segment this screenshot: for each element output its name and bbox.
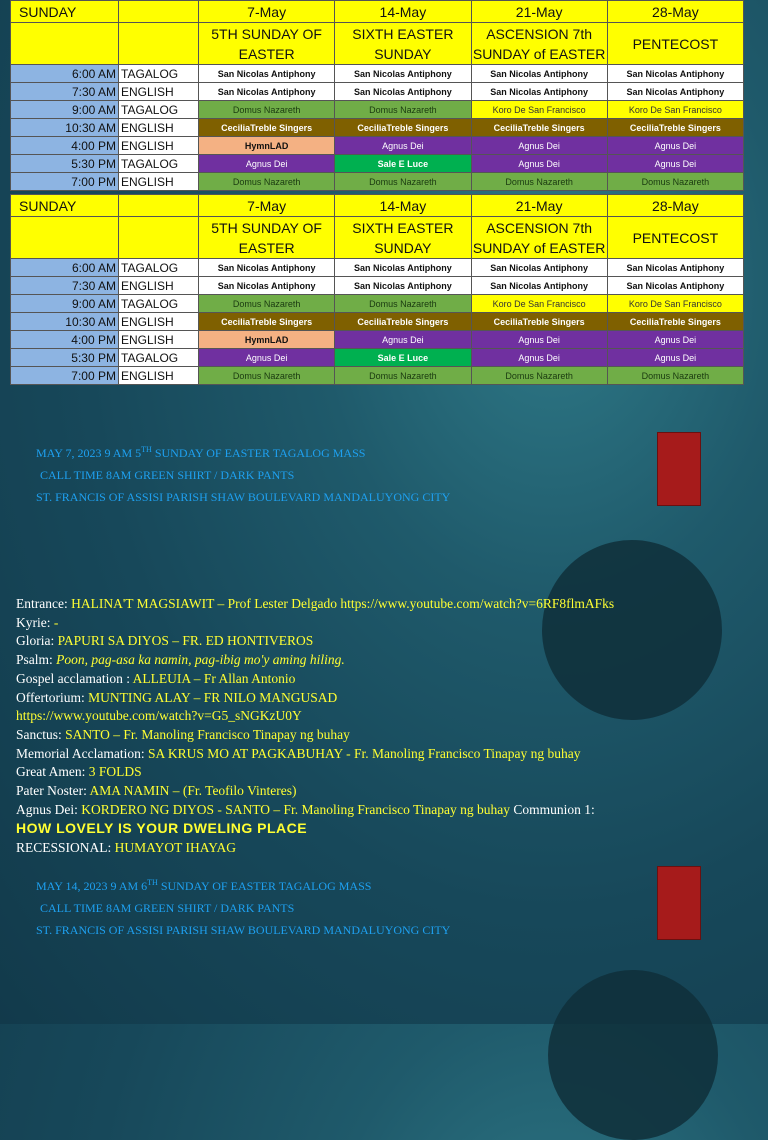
choir-cell: Domus Nazareth <box>335 295 471 313</box>
agnus-line: Agnus Dei: KORDERO NG DIYOS - SANTO – Fr. Manoling Francisco Tinapay ng buhay Communion 1: <box>16 801 595 817</box>
choir-cell: Domus Nazareth <box>335 173 471 191</box>
mass-time: 7:30 AM <box>11 83 119 101</box>
announcement-date-line: MAY 14, 2023 9 AM 6TH SUNDAY OF EASTER TAGALOG MASS <box>36 878 372 893</box>
mass-language: ENGLISH <box>119 367 199 385</box>
choir-cell: Agnus Dei <box>471 137 607 155</box>
mass-language: TAGALOG <box>119 155 199 173</box>
table-row <box>11 119 744 137</box>
day-label: SUNDAY <box>11 1 119 23</box>
kyrie-line: Kyrie: - <box>16 614 59 630</box>
occasion-label: SIXTH EASTER SUNDAY <box>335 23 471 65</box>
choir-cell: CeciliaTreble Singers <box>471 313 607 331</box>
occasion-label: 5TH SUNDAY OF EASTER <box>199 217 335 259</box>
pater-line: Pater Noster: AMA NAMIN – (Fr. Teofilo Vinteres) <box>16 783 297 799</box>
day-label: SUNDAY <box>11 195 119 217</box>
mass-time: 6:00 AM <box>11 65 119 83</box>
mass-language: ENGLISH <box>119 313 199 331</box>
mass-language: TAGALOG <box>119 65 199 83</box>
choir-cell: Koro De San Francisco <box>607 101 743 119</box>
table-row <box>11 313 744 331</box>
choir-cell: Domus Nazareth <box>335 367 471 385</box>
table-row <box>11 137 744 155</box>
mass-program <box>16 595 756 858</box>
memorial-line: Memorial Acclamation: SA KRUS MO AT PAGKABUHAY - Fr. Manoling Francisco Tinapay ng buhay <box>16 745 581 761</box>
choir-cell: San Nicolas Antiphony <box>471 65 607 83</box>
choir-cell: Sale E Luce <box>335 349 471 367</box>
mass-language: ENGLISH <box>119 331 199 349</box>
choir-cell: Domus Nazareth <box>471 367 607 385</box>
choir-cell: San Nicolas Antiphony <box>607 83 743 101</box>
announcement-venue: ST. FRANCIS OF ASSISI PARISH SHAW BOULEVARD MANDALUYONG CITY <box>36 490 451 504</box>
occasion-label: ASCENSION 7th SUNDAY of EASTER <box>471 217 607 259</box>
schedule-table <box>10 194 744 385</box>
choir-cell: Domus Nazareth <box>335 101 471 119</box>
date-header: 28-May <box>607 1 743 23</box>
mass-time: 6:00 AM <box>11 259 119 277</box>
choir-cell: Agnus Dei <box>607 349 743 367</box>
occasion-label: ASCENSION 7th SUNDAY of EASTER <box>471 23 607 65</box>
date-header: 14-May <box>335 195 471 217</box>
date-header: 21-May <box>471 1 607 23</box>
choir-cell: CeciliaTreble Singers <box>335 119 471 137</box>
table-header-row <box>11 1 744 23</box>
choir-cell: Agnus Dei <box>607 331 743 349</box>
occasion-row <box>11 217 744 259</box>
table-row <box>11 83 744 101</box>
mass-time: 10:30 AM <box>11 119 119 137</box>
choir-cell: Agnus Dei <box>607 137 743 155</box>
table-row <box>11 101 744 119</box>
table-row <box>11 65 744 83</box>
amen-line: Great Amen: 3 FOLDS <box>16 764 142 780</box>
mass-language: TAGALOG <box>119 295 199 313</box>
date-header: 7-May <box>199 195 335 217</box>
choir-cell: Koro De San Francisco <box>607 295 743 313</box>
red-accent-box <box>657 866 701 940</box>
mass-language: ENGLISH <box>119 277 199 295</box>
offertorium-line: Offertorium: MUNTING ALAY – FR NILO MANGUSAD <box>16 689 338 705</box>
choir-cell: San Nicolas Antiphony <box>199 277 335 295</box>
choir-cell: Domus Nazareth <box>199 295 335 313</box>
offertorium-link[interactable]: https://www.youtube.com/watch?v=G5_sNGKzU0Y <box>16 708 302 724</box>
choir-cell: Agnus Dei <box>335 331 471 349</box>
choir-cell: San Nicolas Antiphony <box>335 259 471 277</box>
announcement-calltime: CALL TIME 8AM GREEN SHIRT / DARK PANTS <box>40 468 295 482</box>
date-header: 21-May <box>471 195 607 217</box>
choir-cell: Domus Nazareth <box>199 101 335 119</box>
choir-cell: Domus Nazareth <box>199 367 335 385</box>
mass-language: ENGLISH <box>119 173 199 191</box>
mass-time: 5:30 PM <box>11 349 119 367</box>
choir-cell: Agnus Dei <box>607 155 743 173</box>
choir-cell: Sale E Luce <box>335 155 471 173</box>
mass-time: 9:00 AM <box>11 101 119 119</box>
table-row <box>11 349 744 367</box>
choir-cell: Domus Nazareth <box>607 367 743 385</box>
background-circle <box>548 970 718 1140</box>
choir-cell: HymnLAD <box>199 137 335 155</box>
mass-language: TAGALOG <box>119 349 199 367</box>
red-accent-box <box>657 432 701 506</box>
mass-time: 4:00 PM <box>11 137 119 155</box>
recessional-line: RECESSIONAL: HUMAYOT IHAYAG <box>16 840 237 856</box>
mass-language: TAGALOG <box>119 259 199 277</box>
mass-time: 7:00 PM <box>11 367 119 385</box>
choir-cell: Koro De San Francisco <box>471 101 607 119</box>
date-header: 7-May <box>199 1 335 23</box>
choir-cell: CeciliaTreble Singers <box>199 119 335 137</box>
mass-language: ENGLISH <box>119 137 199 155</box>
choir-cell: Agnus Dei <box>199 349 335 367</box>
table-row <box>11 367 744 385</box>
table-header-row <box>11 195 744 217</box>
table-row <box>11 277 744 295</box>
occasion-label: PENTECOST <box>607 23 743 65</box>
choir-cell: Koro De San Francisco <box>471 295 607 313</box>
occasion-label: PENTECOST <box>607 217 743 259</box>
choir-cell: CeciliaTreble Singers <box>607 313 743 331</box>
choir-cell: San Nicolas Antiphony <box>471 83 607 101</box>
mass-time: 4:00 PM <box>11 331 119 349</box>
mass-announcement <box>36 872 450 941</box>
choir-cell: HymnLAD <box>199 331 335 349</box>
choir-cell: San Nicolas Antiphony <box>471 277 607 295</box>
choir-cell: San Nicolas Antiphony <box>335 65 471 83</box>
choir-cell: Domus Nazareth <box>199 173 335 191</box>
gospel-line: Gospel acclamation : ALLEUIA – Fr Allan Antonio <box>16 670 296 686</box>
mass-time: 5:30 PM <box>11 155 119 173</box>
table-row <box>11 173 744 191</box>
gloria-line: Gloria: PAPURI SA DIYOS – FR. ED HONTIVEROS <box>16 633 314 649</box>
date-header: 28-May <box>607 195 743 217</box>
table-row <box>11 295 744 313</box>
choir-cell: Agnus Dei <box>471 331 607 349</box>
choir-cell: San Nicolas Antiphony <box>199 83 335 101</box>
choir-cell: San Nicolas Antiphony <box>335 277 471 295</box>
choir-cell: San Nicolas Antiphony <box>199 259 335 277</box>
choir-cell: San Nicolas Antiphony <box>335 83 471 101</box>
mass-language: TAGALOG <box>119 101 199 119</box>
announcement-venue: ST. FRANCIS OF ASSISI PARISH SHAW BOULEVARD MANDALUYONG CITY <box>36 923 451 937</box>
date-header: 14-May <box>335 1 471 23</box>
announcement-calltime: CALL TIME 8AM GREEN SHIRT / DARK PANTS <box>40 901 295 915</box>
choir-cell: Agnus Dei <box>199 155 335 173</box>
sanctus-line: Sanctus: SANTO – Fr. Manoling Francisco Tinapay ng buhay <box>16 726 350 742</box>
choir-cell: CeciliaTreble Singers <box>471 119 607 137</box>
mass-announcement <box>36 439 450 508</box>
occasion-label: 5TH SUNDAY OF EASTER <box>199 23 335 65</box>
mass-language: ENGLISH <box>119 119 199 137</box>
choir-cell: CeciliaTreble Singers <box>199 313 335 331</box>
choir-cell: San Nicolas Antiphony <box>607 65 743 83</box>
mass-time: 9:00 AM <box>11 295 119 313</box>
announcement-date-line: MAY 7, 2023 9 AM 5TH SUNDAY OF EASTER TAGALOG MASS <box>36 445 366 460</box>
table-row <box>11 331 744 349</box>
choir-cell: San Nicolas Antiphony <box>607 259 743 277</box>
choir-cell: Agnus Dei <box>471 155 607 173</box>
choir-cell: CeciliaTreble Singers <box>607 119 743 137</box>
communion-line: HOW LOVELY IS YOUR DWELING PLACE <box>16 820 308 837</box>
mass-time: 7:30 AM <box>11 277 119 295</box>
choir-cell: Domus Nazareth <box>471 173 607 191</box>
choir-cell: Agnus Dei <box>471 349 607 367</box>
table-row <box>11 155 744 173</box>
choir-cell: Domus Nazareth <box>607 173 743 191</box>
choir-cell: San Nicolas Antiphony <box>199 65 335 83</box>
psalm-line: Psalm: Poon, pag-asa ka namin, pag-ibig mo'y aming hiling. <box>16 652 345 668</box>
choir-cell: Agnus Dei <box>335 137 471 155</box>
mass-time: 7:00 PM <box>11 173 119 191</box>
entrance-line: Entrance: HALINA'T MAGSIAWIT – Prof Lester Delgado https://www.youtube.com/watch?v=6RF8flmAFks <box>16 596 615 611</box>
mass-time: 10:30 AM <box>11 313 119 331</box>
mass-language: ENGLISH <box>119 83 199 101</box>
schedule-table <box>10 0 744 191</box>
occasion-label: SIXTH EASTER SUNDAY <box>335 217 471 259</box>
choir-cell: San Nicolas Antiphony <box>471 259 607 277</box>
table-row <box>11 259 744 277</box>
occasion-row <box>11 23 744 65</box>
choir-cell: San Nicolas Antiphony <box>607 277 743 295</box>
choir-cell: CeciliaTreble Singers <box>335 313 471 331</box>
